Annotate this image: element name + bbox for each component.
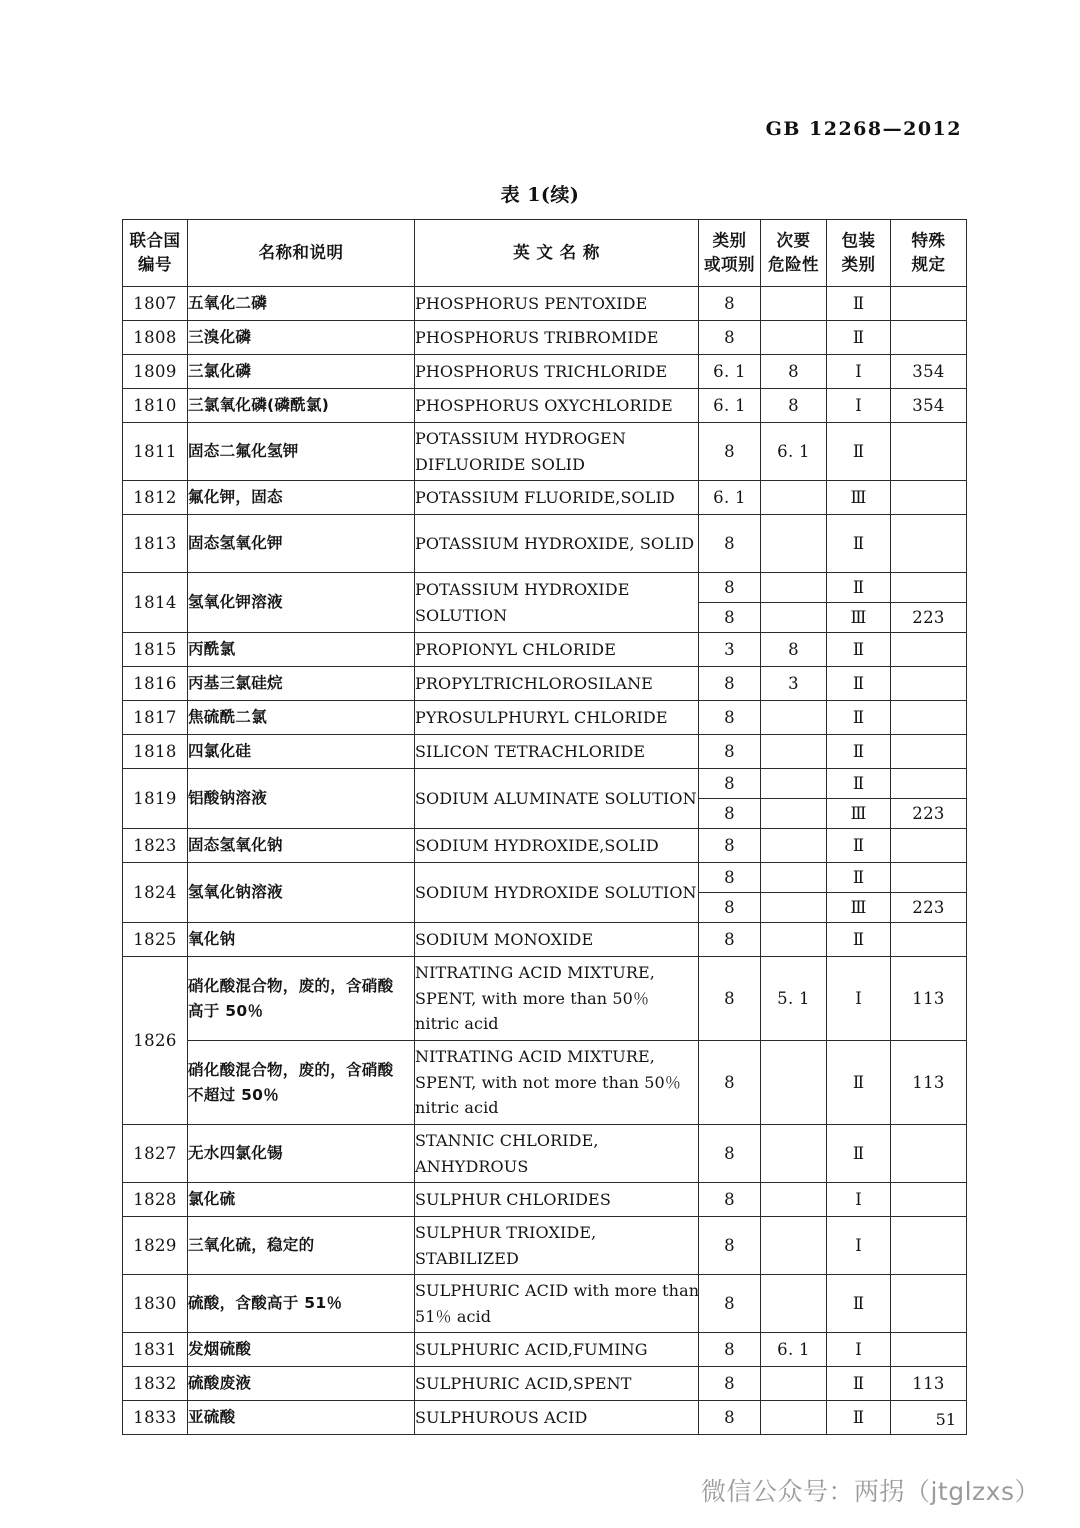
table-row bbox=[123, 1333, 967, 1367]
table-row bbox=[123, 701, 967, 735]
column-header-un-number bbox=[123, 220, 188, 287]
packing-header-line2: 类别 bbox=[841, 255, 876, 274]
cell-chinese-name: 五氧化二磷 bbox=[188, 287, 415, 321]
english-line-2: SOLUTION bbox=[415, 605, 508, 625]
cell-class: 8 bbox=[699, 667, 761, 701]
cell-class: 8 bbox=[699, 957, 761, 1041]
english-line-1: SODIUM ALUMINATE bbox=[415, 788, 600, 808]
cell-class: 8 bbox=[699, 799, 761, 829]
cell-un-number: 1808 bbox=[123, 321, 188, 355]
cell-english-name: POTASSIUM FLUORIDE,SOLID bbox=[415, 481, 699, 515]
un-header-line1: 联合国 bbox=[129, 231, 181, 251]
secondary-header-line2: 危险性 bbox=[768, 255, 819, 274]
special-header-line1: 特殊 bbox=[911, 231, 946, 251]
english-line-2: SPENT, with more than 50％ nitric bbox=[415, 988, 650, 1034]
cell-packing-group: Ⅱ bbox=[827, 829, 891, 863]
cell-chinese-name: 氧化钠 bbox=[188, 923, 415, 957]
cell-chinese-name: 铝酸钠溶液 bbox=[188, 769, 415, 829]
cell-packing-group: Ⅰ bbox=[827, 1333, 891, 1367]
cell-special-provisions bbox=[891, 481, 967, 515]
cell-secondary-hazard bbox=[761, 1125, 827, 1183]
cell-english-name: PROPYLTRICHLOROSILANE bbox=[415, 667, 699, 701]
cell-english-name bbox=[415, 863, 699, 923]
page-number: 51 bbox=[935, 1410, 956, 1429]
cell-special-provisions bbox=[891, 735, 967, 769]
cell-chinese-name: 三溴化磷 bbox=[188, 321, 415, 355]
column-header-secondary-hazard bbox=[761, 220, 827, 287]
cell-english-name bbox=[415, 515, 699, 573]
cell-class: 8 bbox=[699, 863, 761, 893]
watermark-text: 微信公众号：两拐（jtglzxs） bbox=[700, 1477, 1040, 1506]
english-line-2: 51％ acid bbox=[415, 1306, 492, 1326]
table-row bbox=[123, 481, 967, 515]
cell-un-number: 1816 bbox=[123, 667, 188, 701]
table-row bbox=[123, 957, 967, 1041]
column-header-english-name: 英 文 名 称 bbox=[415, 220, 699, 287]
cell-secondary-hazard bbox=[761, 769, 827, 799]
cell-english-name: PHOSPHORUS TRIBROMIDE bbox=[415, 321, 699, 355]
cell-special-provisions: 223 bbox=[891, 799, 967, 829]
class-header-line1: 类别 bbox=[712, 231, 747, 251]
cell-class: 8 bbox=[699, 515, 761, 573]
cell-packing-group: Ⅱ bbox=[827, 1125, 891, 1183]
english-line-1: SODIUM HYDROXIDE bbox=[415, 882, 600, 902]
cell-chinese-name: 三氯化磷 bbox=[188, 355, 415, 389]
english-line-3: acid bbox=[464, 1014, 499, 1034]
cell-un-number: 1817 bbox=[123, 701, 188, 735]
cell-class: 8 bbox=[699, 573, 761, 603]
cell-english-name bbox=[415, 1041, 699, 1125]
cell-secondary-hazard: 5. 1 bbox=[761, 957, 827, 1041]
cell-packing-group: Ⅲ bbox=[827, 799, 891, 829]
cell-un-number: 1809 bbox=[123, 355, 188, 389]
table-row bbox=[123, 829, 967, 863]
cell-chinese-name: 硫酸废液 bbox=[188, 1367, 415, 1401]
cell-special-provisions bbox=[891, 573, 967, 603]
cell-secondary-hazard: 8 bbox=[761, 355, 827, 389]
cell-packing-group: Ⅰ bbox=[827, 1183, 891, 1217]
cell-class: 8 bbox=[699, 1275, 761, 1333]
cell-special-provisions bbox=[891, 829, 967, 863]
table-row bbox=[123, 1183, 967, 1217]
cell-packing-group: Ⅲ bbox=[827, 893, 891, 923]
cell-packing-group: Ⅱ bbox=[827, 287, 891, 321]
cell-secondary-hazard bbox=[761, 515, 827, 573]
cell-un-number: 1814 bbox=[123, 573, 188, 633]
cell-class: 8 bbox=[699, 1041, 761, 1125]
cell-special-provisions bbox=[891, 633, 967, 667]
cell-packing-group: Ⅱ bbox=[827, 863, 891, 893]
cell-secondary-hazard bbox=[761, 321, 827, 355]
cell-english-name: SODIUM HYDROXIDE,SOLID bbox=[415, 829, 699, 863]
cell-special-provisions bbox=[891, 1183, 967, 1217]
table-row bbox=[123, 769, 967, 799]
english-line-2: DIFLUORIDE SOLID bbox=[415, 454, 586, 474]
cell-english-name: SULPHUROUS ACID bbox=[415, 1401, 699, 1435]
cell-special-provisions bbox=[891, 863, 967, 893]
cell-un-number: 1825 bbox=[123, 923, 188, 957]
english-line-2: SOLUTION bbox=[604, 788, 697, 808]
cell-class: 8 bbox=[699, 1217, 761, 1275]
english-line-2: ANHYDROUS bbox=[415, 1156, 529, 1176]
cell-packing-group: Ⅱ bbox=[827, 1367, 891, 1401]
cell-chinese-name: 亚硫酸 bbox=[188, 1401, 415, 1435]
english-line-1: STANNIC CHLORIDE, bbox=[415, 1130, 599, 1150]
cell-class: 8 bbox=[699, 1125, 761, 1183]
english-line-1: POTASSIUM HYDROXIDE, bbox=[415, 533, 635, 553]
chinese-line-1: 硝化酸混合物，废的，含硝酸 bbox=[188, 976, 394, 995]
cell-chinese-name: 氯化硫 bbox=[188, 1183, 415, 1217]
table-container bbox=[122, 219, 966, 1435]
cell-chinese-name: 焦硫酰二氯 bbox=[188, 701, 415, 735]
column-header-chinese-name: 名称和说明 bbox=[188, 220, 415, 287]
cell-class: 8 bbox=[699, 1333, 761, 1367]
column-header-packing-group bbox=[827, 220, 891, 287]
cell-un-number: 1824 bbox=[123, 863, 188, 923]
cell-chinese-name: 硫酸，含酸高于 51％ bbox=[188, 1275, 415, 1333]
cell-class: 8 bbox=[699, 321, 761, 355]
cell-special-provisions bbox=[891, 423, 967, 481]
english-line-2: SOLUTION bbox=[604, 882, 697, 902]
cell-english-name: SODIUM MONOXIDE bbox=[415, 923, 699, 957]
cell-un-number: 1813 bbox=[123, 515, 188, 573]
cell-secondary-hazard: 3 bbox=[761, 667, 827, 701]
cell-secondary-hazard bbox=[761, 1217, 827, 1275]
cell-un-number: 1811 bbox=[123, 423, 188, 481]
cell-un-number: 1832 bbox=[123, 1367, 188, 1401]
cell-packing-group: Ⅲ bbox=[827, 481, 891, 515]
cell-chinese-name: 氢氧化钾溶液 bbox=[188, 573, 415, 633]
cell-un-number: 1807 bbox=[123, 287, 188, 321]
chinese-line-1: 硝化酸混合物，废的，含硝酸 bbox=[188, 1060, 394, 1079]
cell-english-name: SULPHURIC ACID,FUMING bbox=[415, 1333, 699, 1367]
cell-un-number: 1829 bbox=[123, 1217, 188, 1275]
table-row bbox=[123, 1125, 967, 1183]
cell-un-number: 1826 bbox=[123, 957, 188, 1125]
cell-packing-group: Ⅱ bbox=[827, 1275, 891, 1333]
cell-packing-group: Ⅱ bbox=[827, 423, 891, 481]
cell-class: 8 bbox=[699, 1183, 761, 1217]
cell-special-provisions: 113 bbox=[891, 1041, 967, 1125]
cell-english-name bbox=[415, 769, 699, 829]
cell-special-provisions bbox=[891, 701, 967, 735]
cell-english-name: SILICON TETRACHLORIDE bbox=[415, 735, 699, 769]
cell-secondary-hazard bbox=[761, 1183, 827, 1217]
cell-special-provisions bbox=[891, 1217, 967, 1275]
table-row bbox=[123, 1367, 967, 1401]
cell-special-provisions bbox=[891, 515, 967, 573]
cell-special-provisions bbox=[891, 1125, 967, 1183]
chinese-line-2: 不超过 50％ bbox=[188, 1085, 280, 1104]
cell-packing-group: Ⅱ bbox=[827, 769, 891, 799]
cell-packing-group: Ⅱ bbox=[827, 667, 891, 701]
cell-class: 8 bbox=[699, 829, 761, 863]
table-row bbox=[123, 633, 967, 667]
cell-un-number: 1833 bbox=[123, 1401, 188, 1435]
cell-packing-group: Ⅱ bbox=[827, 633, 891, 667]
cell-class: 6. 1 bbox=[699, 389, 761, 423]
table-row bbox=[123, 515, 967, 573]
table-body bbox=[123, 287, 967, 1435]
cell-secondary-hazard: 8 bbox=[761, 633, 827, 667]
english-line-1: SULPHUR TRIOXIDE, bbox=[415, 1222, 597, 1242]
table-row bbox=[123, 1275, 967, 1333]
english-line-1: NITRATING ACID MIXTURE, bbox=[415, 1046, 655, 1066]
cell-class: 6. 1 bbox=[699, 481, 761, 515]
cell-packing-group: Ⅰ bbox=[827, 355, 891, 389]
cell-secondary-hazard bbox=[761, 863, 827, 893]
cell-un-number: 1830 bbox=[123, 1275, 188, 1333]
cell-packing-group: Ⅱ bbox=[827, 321, 891, 355]
cell-chinese-name: 氟化钾，固态 bbox=[188, 481, 415, 515]
cell-secondary-hazard bbox=[761, 799, 827, 829]
cell-packing-group: Ⅱ bbox=[827, 573, 891, 603]
table-row bbox=[123, 321, 967, 355]
cell-class: 3 bbox=[699, 633, 761, 667]
dangerous-goods-table bbox=[122, 219, 967, 1435]
cell-chinese-name: 三氧化硫，稳定的 bbox=[188, 1217, 415, 1275]
cell-chinese-name bbox=[188, 957, 415, 1041]
cell-chinese-name: 固态氢氧化钠 bbox=[188, 829, 415, 863]
class-header-line2: 或项别 bbox=[704, 255, 755, 274]
cell-chinese-name: 无水四氯化锡 bbox=[188, 1125, 415, 1183]
cell-secondary-hazard bbox=[761, 603, 827, 633]
cell-packing-group: Ⅰ bbox=[827, 957, 891, 1041]
cell-class: 8 bbox=[699, 701, 761, 735]
cell-packing-group: Ⅱ bbox=[827, 735, 891, 769]
cell-secondary-hazard bbox=[761, 573, 827, 603]
cell-class: 8 bbox=[699, 923, 761, 957]
cell-chinese-name: 丙基三氯硅烷 bbox=[188, 667, 415, 701]
cell-chinese-name: 丙酰氯 bbox=[188, 633, 415, 667]
cell-english-name bbox=[415, 1275, 699, 1333]
table-row bbox=[123, 287, 967, 321]
cell-packing-group: Ⅱ bbox=[827, 1401, 891, 1435]
cell-un-number: 1827 bbox=[123, 1125, 188, 1183]
cell-secondary-hazard bbox=[761, 287, 827, 321]
cell-secondary-hazard bbox=[761, 1275, 827, 1333]
english-line-2: STABILIZED bbox=[415, 1248, 519, 1268]
table-row bbox=[123, 923, 967, 957]
cell-english-name bbox=[415, 1217, 699, 1275]
table-row bbox=[123, 573, 967, 603]
cell-secondary-hazard: 6. 1 bbox=[761, 423, 827, 481]
cell-class: 8 bbox=[699, 769, 761, 799]
cell-packing-group: Ⅰ bbox=[827, 1217, 891, 1275]
cell-special-provisions bbox=[891, 1333, 967, 1367]
cell-un-number: 1823 bbox=[123, 829, 188, 863]
cell-chinese-name: 发烟硫酸 bbox=[188, 1333, 415, 1367]
cell-special-provisions bbox=[891, 1275, 967, 1333]
table-row bbox=[123, 1401, 967, 1435]
packing-header-line1: 包装 bbox=[841, 231, 876, 251]
chinese-line-2: 高于 50％ bbox=[188, 1001, 264, 1020]
cell-chinese-name bbox=[188, 1041, 415, 1125]
cell-special-provisions: 354 bbox=[891, 389, 967, 423]
cell-secondary-hazard bbox=[761, 481, 827, 515]
cell-english-name: PHOSPHORUS TRICHLORIDE bbox=[415, 355, 699, 389]
cell-secondary-hazard: 8 bbox=[761, 389, 827, 423]
cell-packing-group: Ⅰ bbox=[827, 389, 891, 423]
cell-english-name bbox=[415, 957, 699, 1041]
cell-chinese-name: 氢氧化钠溶液 bbox=[188, 863, 415, 923]
cell-chinese-name: 固态氢氧化钾 bbox=[188, 515, 415, 573]
un-header-line2: 编号 bbox=[138, 255, 172, 274]
cell-english-name bbox=[415, 1125, 699, 1183]
cell-secondary-hazard: 6. 1 bbox=[761, 1333, 827, 1367]
cell-un-number: 1831 bbox=[123, 1333, 188, 1367]
cell-packing-group: Ⅱ bbox=[827, 1041, 891, 1125]
english-line-2: SPENT, with not more than 50％ bbox=[415, 1072, 681, 1092]
cell-special-provisions: 113 bbox=[891, 1367, 967, 1401]
secondary-header-line1: 次要 bbox=[776, 231, 811, 251]
cell-english-name: SULPHURIC ACID,SPENT bbox=[415, 1367, 699, 1401]
cell-special-provisions bbox=[891, 321, 967, 355]
table-row bbox=[123, 1041, 967, 1125]
cell-class: 8 bbox=[699, 287, 761, 321]
english-line-1: NITRATING ACID MIXTURE, bbox=[415, 962, 655, 982]
cell-english-name: PHOSPHORUS OXYCHLORIDE bbox=[415, 389, 699, 423]
cell-packing-group: Ⅱ bbox=[827, 701, 891, 735]
special-header-line2: 规定 bbox=[911, 255, 946, 274]
cell-english-name: PROPIONYL CHLORIDE bbox=[415, 633, 699, 667]
cell-class: 8 bbox=[699, 603, 761, 633]
cell-secondary-hazard bbox=[761, 1367, 827, 1401]
cell-un-number: 1810 bbox=[123, 389, 188, 423]
table-row bbox=[123, 423, 967, 481]
cell-secondary-hazard bbox=[761, 923, 827, 957]
cell-secondary-hazard bbox=[761, 735, 827, 769]
cell-english-name: PHOSPHORUS PENTOXIDE bbox=[415, 287, 699, 321]
cell-english-name: SULPHUR CHLORIDES bbox=[415, 1183, 699, 1217]
cell-packing-group: Ⅱ bbox=[827, 923, 891, 957]
cell-special-provisions bbox=[891, 287, 967, 321]
cell-english-name: PYROSULPHURYL CHLORIDE bbox=[415, 701, 699, 735]
table-row bbox=[123, 667, 967, 701]
cell-secondary-hazard bbox=[761, 1401, 827, 1435]
cell-special-provisions bbox=[891, 667, 967, 701]
cell-secondary-hazard bbox=[761, 1041, 827, 1125]
table-row bbox=[123, 389, 967, 423]
cell-special-provisions: 223 bbox=[891, 893, 967, 923]
cell-special-provisions bbox=[891, 923, 967, 957]
english-line-1: POTASSIUM HYDROGEN bbox=[415, 428, 626, 448]
english-line-3: nitric acid bbox=[415, 1098, 499, 1118]
cell-class: 8 bbox=[699, 1401, 761, 1435]
cell-un-number: 1815 bbox=[123, 633, 188, 667]
column-header-class bbox=[699, 220, 761, 287]
cell-packing-group: Ⅱ bbox=[827, 515, 891, 573]
cell-english-name bbox=[415, 423, 699, 481]
cell-secondary-hazard bbox=[761, 829, 827, 863]
cell-un-number: 1819 bbox=[123, 769, 188, 829]
cell-special-provisions bbox=[891, 769, 967, 799]
cell-special-provisions: 113 bbox=[891, 957, 967, 1041]
cell-class: 8 bbox=[699, 735, 761, 769]
table-row bbox=[123, 863, 967, 893]
standard-code-header: GB 12268—2012 bbox=[765, 118, 962, 140]
cell-special-provisions: 354 bbox=[891, 355, 967, 389]
english-line-1: SULPHURIC ACID with more than bbox=[415, 1280, 700, 1300]
cell-un-number: 1818 bbox=[123, 735, 188, 769]
cell-class: 8 bbox=[699, 1367, 761, 1401]
cell-special-provisions: 223 bbox=[891, 603, 967, 633]
table-header bbox=[123, 220, 967, 287]
table-row bbox=[123, 735, 967, 769]
cell-class: 8 bbox=[699, 423, 761, 481]
english-line-1: POTASSIUM HYDROXIDE bbox=[415, 579, 630, 599]
table-row bbox=[123, 355, 967, 389]
cell-packing-group: Ⅲ bbox=[827, 603, 891, 633]
cell-chinese-name: 固态二氟化氢钾 bbox=[188, 423, 415, 481]
table-caption: 表 1(续) bbox=[500, 184, 580, 206]
english-line-2: SOLID bbox=[639, 533, 695, 553]
column-header-special-provisions bbox=[891, 220, 967, 287]
cell-secondary-hazard bbox=[761, 701, 827, 735]
cell-un-number: 1812 bbox=[123, 481, 188, 515]
table-row bbox=[123, 1217, 967, 1275]
cell-class: 6. 1 bbox=[699, 355, 761, 389]
cell-un-number: 1828 bbox=[123, 1183, 188, 1217]
cell-chinese-name: 四氯化硅 bbox=[188, 735, 415, 769]
cell-class: 8 bbox=[699, 893, 761, 923]
cell-chinese-name: 三氯氧化磷(磷酰氯) bbox=[188, 389, 415, 423]
table-header-row bbox=[123, 220, 967, 287]
cell-secondary-hazard bbox=[761, 893, 827, 923]
cell-english-name bbox=[415, 573, 699, 633]
